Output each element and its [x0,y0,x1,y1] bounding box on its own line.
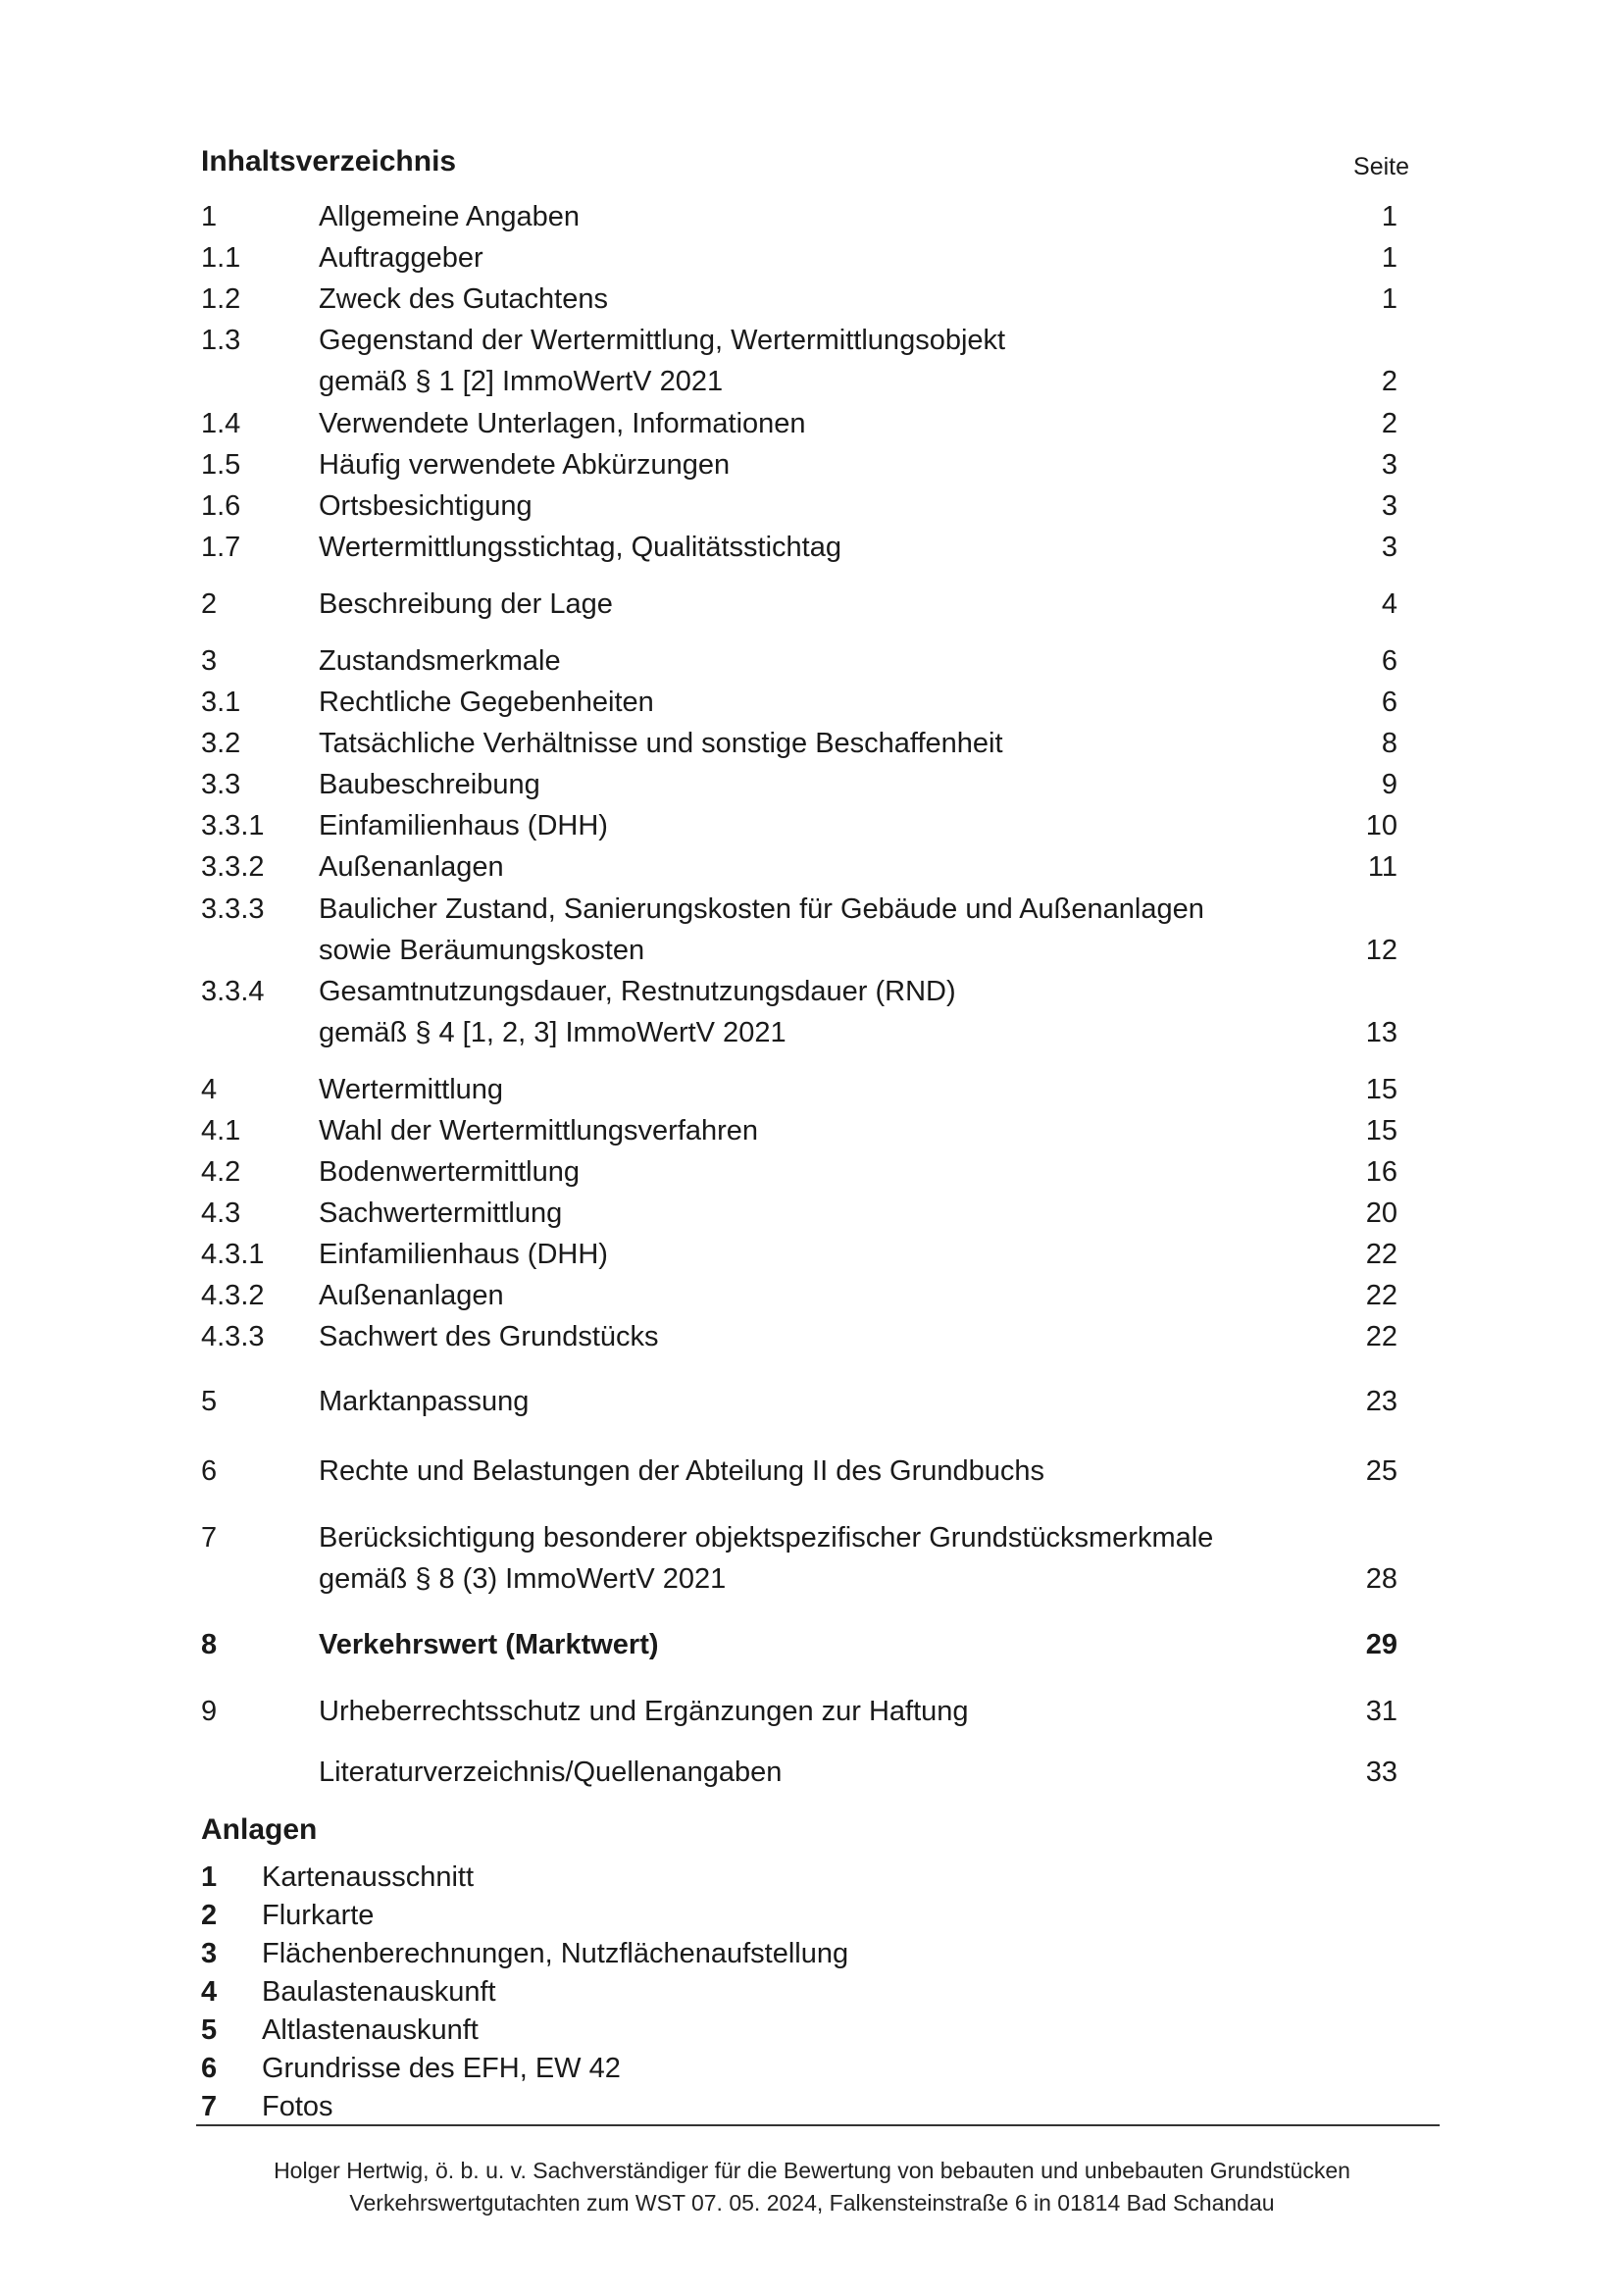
toc-entry-label: Auftraggeber [319,242,483,274]
toc-entry-number: 4.3.2 [201,1280,265,1311]
anlage-number: 2 [201,1900,218,1931]
toc-entry-label: Rechte und Belastungen der Abteilung II des Grundbuchs [319,1455,1045,1487]
anlage-label: Fotos [262,2091,333,2122]
toc-entry-page: 3 [1381,490,1397,522]
toc-entry-number: 3.3 [201,769,241,800]
toc-entry-page: 3 [1381,532,1397,563]
anlagen-title: Anlagen [201,1813,318,1846]
toc-entry-number: 2 [201,588,218,620]
toc-page-column-header: Seite [1353,153,1409,180]
anlage-number: 5 [201,2014,218,2046]
footer-line-2: Verkehrswertgutachten zum WST 07. 05. 2024, Falkensteinstraße 6 in 01814 Bad Schandau [349,2190,1275,2216]
toc-entry-number: 4 [201,1074,218,1105]
toc-entry-number: 3.3.1 [201,810,265,841]
toc-entry-label: Literaturverzeichnis/Quellenangaben [319,1757,783,1788]
toc-entry-number: 5 [201,1386,218,1417]
toc-entry-page: 13 [1365,1017,1397,1048]
footer-line-1: Holger Hertwig, ö. b. u. v. Sachverständiger für die Bewertung von bebauten und unbebauten Grundstücken [274,2158,1350,2183]
toc-entry-page: 29 [1365,1629,1397,1660]
anlage-number: 3 [201,1938,218,1969]
toc-entry-label: gemäß § 4 [1, 2, 3] ImmoWertV 2021 [319,1017,787,1048]
toc-entry-page: 22 [1365,1280,1397,1311]
toc-entry-number: 4.3 [201,1197,241,1229]
toc-entry-number: 1.3 [201,325,241,356]
toc-entry-label: Wertermittlung [319,1074,504,1105]
toc-entry-label: sowie Beräumungskosten [319,935,645,966]
toc-entry-page: 6 [1381,687,1397,718]
toc-entry-label: Zweck des Gutachtens [319,283,608,315]
toc-entry-label: Berücksichtigung besonderer objektspezifischer Grundstücksmerkmale [319,1522,1214,1554]
toc-entry-label: Außenanlagen [319,851,504,883]
toc-entry-number: 1.1 [201,242,241,274]
anlage-label: Flurkarte [262,1900,375,1931]
toc-entry-label: Allgemeine Angaben [319,201,581,232]
toc-entry-page: 12 [1365,935,1397,966]
toc-entry-number: 1.5 [201,449,241,481]
toc-entry-page: 16 [1365,1156,1397,1188]
anlage-label: Grundrisse des EFH, EW 42 [262,2053,621,2084]
toc-entry-page: 10 [1365,810,1397,841]
toc-entry-number: 8 [201,1629,218,1660]
toc-entry-number: 3.3.2 [201,851,265,883]
toc-entry-number: 4.1 [201,1115,241,1146]
toc-entry-page: 28 [1365,1563,1397,1595]
toc-entry-label: Einfamilienhaus (DHH) [319,1239,608,1270]
toc-entry-label: Tatsächliche Verhältnisse und sonstige Beschaffenheit [319,728,1003,759]
toc-entry-label: Baulicher Zustand, Sanierungskosten für Gebäude und Außenanlagen [319,893,1204,925]
toc-entry-page: 1 [1381,283,1397,315]
toc-entry-page: 1 [1381,242,1397,274]
toc-entry-page: 1 [1381,201,1397,232]
toc-entry-number: 1 [201,201,218,232]
toc-entry-label: Sachwertermittlung [319,1197,563,1229]
toc-entry-label: Beschreibung der Lage [319,588,613,620]
toc-entry-page: 6 [1381,645,1397,677]
toc-entry-page: 3 [1381,449,1397,481]
toc-entry-label: Marktanpassung [319,1386,530,1417]
toc-entry-page: 23 [1365,1386,1397,1417]
toc-entry-label: Baubeschreibung [319,769,540,800]
toc-entry-number: 3 [201,645,218,677]
toc-entry-page: 20 [1365,1197,1397,1229]
toc-entry-page: 22 [1365,1321,1397,1352]
toc-entry-label: Sachwert des Grundstücks [319,1321,659,1352]
toc-entry-label: Wahl der Wertermittlungsverfahren [319,1115,759,1146]
toc-entry-page: 9 [1381,769,1397,800]
toc-entry-page: 2 [1381,408,1397,439]
footer-divider [196,2124,1440,2126]
toc-entry-label: Häufig verwendete Abkürzungen [319,449,731,481]
toc-entry-page: 33 [1365,1757,1397,1788]
toc-entry-number: 9 [201,1696,218,1727]
toc-entry-label: Außenanlagen [319,1280,504,1311]
anlage-label: Baulastenauskunft [262,1976,496,2008]
anlage-number: 7 [201,2091,218,2122]
toc-entry-number: 1.6 [201,490,241,522]
page-footer [0,2155,1624,2219]
toc-entry-page: 4 [1381,588,1397,620]
toc-entry-label: Verwendete Unterlagen, Informationen [319,408,806,439]
toc-entry-page: 15 [1365,1115,1397,1146]
toc-entry-page: 31 [1365,1696,1397,1727]
toc-entry-label: Bodenwertermittlung [319,1156,580,1188]
anlage-label: Kartenausschnitt [262,1861,475,1893]
toc-entry-number: 3.1 [201,687,241,718]
toc-entry-label: Einfamilienhaus (DHH) [319,810,608,841]
toc-entry-label: Rechtliche Gegebenheiten [319,687,654,718]
toc-entry-page: 11 [1367,851,1397,883]
toc-entry-number: 4.3.1 [201,1239,265,1270]
anlage-label: Altlastenauskunft [262,2014,479,2046]
toc-entry-label: Verkehrswert (Marktwert) [319,1629,659,1660]
toc-entry-label: Gesamtnutzungsdauer, Restnutzungsdauer (RND) [319,976,956,1007]
toc-entry-number: 1.2 [201,283,241,315]
anlage-label: Flächenberechnungen, Nutzflächenaufstellung [262,1938,849,1969]
toc-entry-label: Zustandsmerkmale [319,645,561,677]
toc-entry-number: 4.2 [201,1156,241,1188]
toc-entry-number: 3.3.3 [201,893,265,925]
toc-entry-label: Gegenstand der Wertermittlung, Wertermittlungsobjekt [319,325,1006,356]
toc-entry-page: 22 [1365,1239,1397,1270]
toc-entry-number: 6 [201,1455,218,1487]
table-of-contents [201,0,1409,1805]
anlage-number: 6 [201,2053,218,2084]
toc-entry-number: 4.3.3 [201,1321,265,1352]
toc-entry-page: 8 [1381,728,1397,759]
toc-entry-label: Urheberrechtsschutz und Ergänzungen zur Haftung [319,1696,969,1727]
anlage-number: 4 [201,1976,218,2008]
toc-title: Inhaltsverzeichnis [201,145,457,178]
toc-entry-label: gemäß § 1 [2] ImmoWertV 2021 [319,366,724,397]
toc-entry-page: 2 [1381,366,1397,397]
anlage-number: 1 [201,1861,218,1893]
toc-entry-number: 1.7 [201,532,241,563]
toc-entry-number: 1.4 [201,408,241,439]
toc-entry-page: 25 [1365,1455,1397,1487]
toc-entry-page: 15 [1365,1074,1397,1105]
toc-entry-number: 7 [201,1522,218,1554]
toc-entry-label: gemäß § 8 (3) ImmoWertV 2021 [319,1563,727,1595]
toc-entry-number: 3.3.4 [201,976,265,1007]
toc-entry-number: 3.2 [201,728,241,759]
toc-entry-label: Wertermittlungsstichtag, Qualitätsstichtag [319,532,841,563]
toc-entry-label: Ortsbesichtigung [319,490,533,522]
